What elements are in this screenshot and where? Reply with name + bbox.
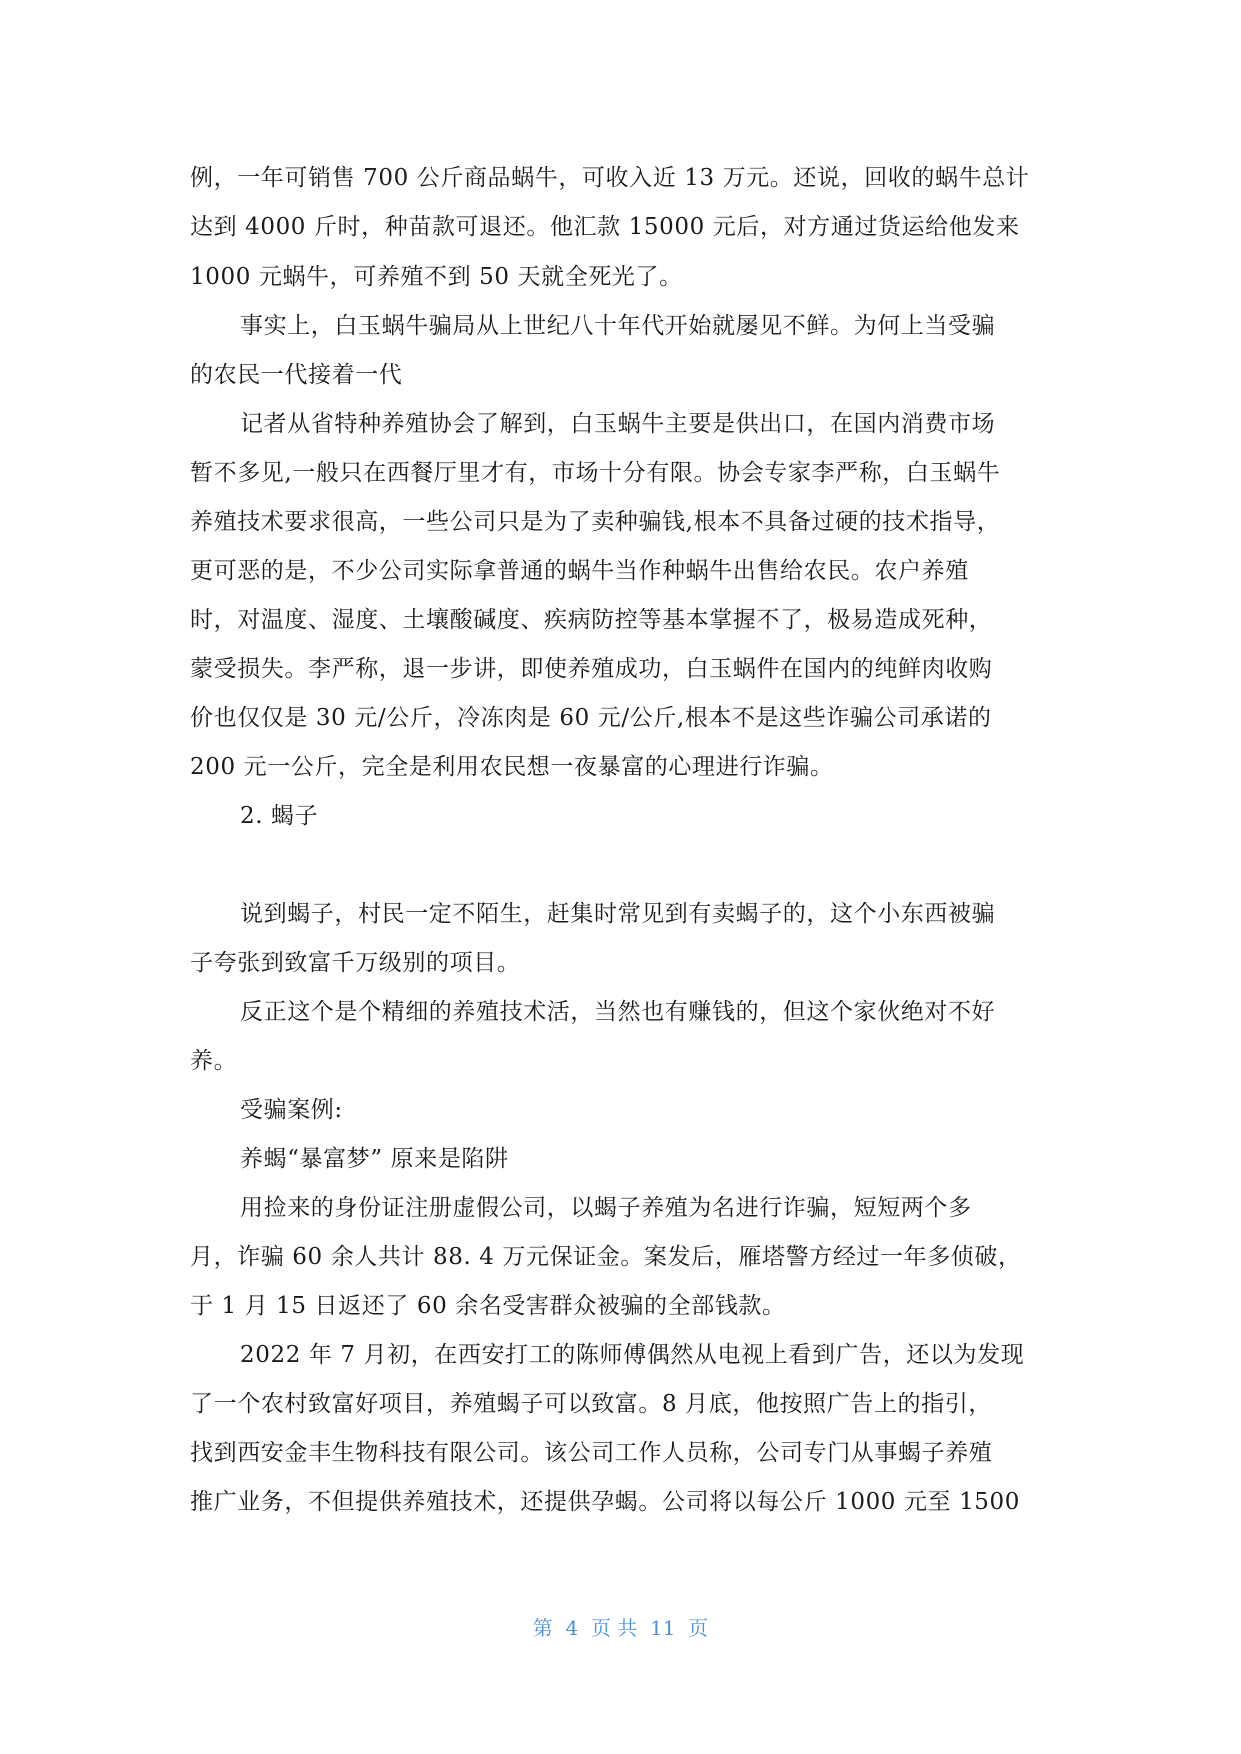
paragraph-line: 达到 4000 斤时，种苗款可退还。他汇款 15000 元后，对方通过货运给他发来 [190,214,1020,240]
paragraph-line: 例，一年可销售 700 公斤商品蜗牛，可收入近 13 万元。还说，回收的蜗牛总计 [190,165,1030,191]
paragraph-line: 于 1 月 15 日返还了 60 余名受害群众被骗的全部钱款。 [190,1293,786,1319]
paragraph-line: 月，诈骗 60 余人共计 88. 4 万元保证金。案发后，雁塔警方经过一年多侦破， [190,1244,1022,1270]
paragraph-line: 记者从省特种养殖协会了解到，白玉蜗牛主要是供出口，在国内消费市场 [240,411,996,437]
paragraph-line: 养殖技术要求很高，一些公司只是为了卖种骗钱,根本不具备过硬的技术指导， [190,509,1001,535]
paragraph-line: 2022 年 7 月初，在西安打工的陈师傅偶然从电视上看到广告，还以为发现 [240,1342,1025,1368]
paragraph-line: 1000 元蜗牛，可养殖不到 50 天就全死光了。 [190,264,683,290]
paragraph-line: 受骗案例: [240,1097,343,1123]
paragraph-line: 找到西安金丰生物科技有限公司。该公司工作人员称，公司专门从事蝎子养殖 [190,1440,993,1466]
paragraph-line: 事实上，白玉蜗牛骗局从上世纪八十年代开始就屡见不鲜。为何上当受骗 [240,313,996,339]
paragraph-line: 说到蝎子，村民一定不陌生，赶集时常见到有卖蝎子的，这个小东西被骗 [240,901,996,927]
case-title: 养蝎“暴富梦” 原来是陷阱 [240,1146,509,1172]
paragraph-line: 用捡来的身份证注册虚假公司，以蝎子养殖为名进行诈骗，短短两个多 [240,1195,972,1221]
section-heading: 2. 蝎子 [240,803,319,829]
paragraph-line: 暂不多见,一般只在西餐厅里才有，市场十分有限。协会专家李严称，白玉蜗牛 [190,460,1001,486]
page-number-footer: 第 4 页 共 11 页 [532,1616,709,1640]
paragraph-line: 了一个农村致富好项目，养殖蝎子可以致富。8 月底，他按照广告上的指引， [190,1391,992,1417]
paragraph-line: 时，对温度、湿度、土壤酸碱度、疾病防控等基本掌握不了，极易造成死种， [190,607,993,633]
paragraph-line: 更可恶的是，不少公司实际拿普通的蜗牛当作种蜗牛出售给农民。农户养殖 [190,558,969,584]
paragraph-line: 养。 [190,1048,238,1074]
paragraph-line: 的农民一代接着一代 [190,362,403,388]
paragraph-line: 200 元一公斤，完全是利用农民想一夜暴富的心理进行诈骗。 [190,754,834,780]
paragraph-line: 推广业务，不但提供养殖技术，还提供孕蝎。公司将以每公斤 1000 元至 1500 [190,1489,1020,1515]
paragraph-line: 蒙受损失。李严称，退一步讲，即使养殖成功，白玉蜗件在国内的纯鲜肉收购 [190,656,993,682]
paragraph-line: 价也仅仅是 30 元/公斤，冷冻肉是 60 元/公斤,根本不是这些诈骗公司承诺的 [190,705,992,731]
paragraph-line: 反正这个是个精细的养殖技术活，当然也有赚钱的，但这个家伙绝对不好 [240,999,996,1025]
paragraph-line: 子夸张到致富千万级别的项目。 [190,950,521,976]
